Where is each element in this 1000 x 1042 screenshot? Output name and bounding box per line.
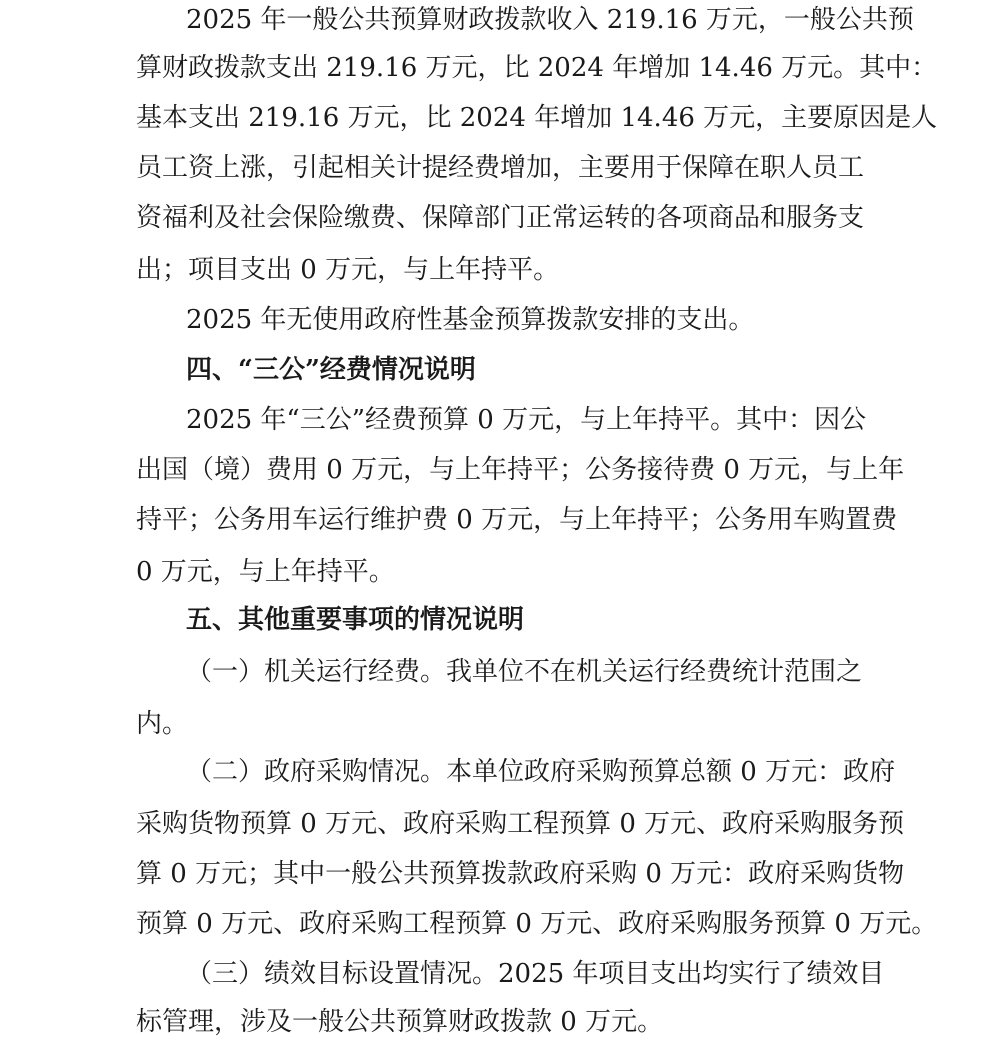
paragraph-line: 0 万元，与上年持平。: [136, 557, 395, 587]
paragraph-line: 2025 年“三公”经费预算 0 万元，与上年持平。其中：因公: [186, 405, 867, 435]
paragraph-line: （三）绩效目标设置情况。2025 年项目支出均实行了绩效目: [186, 959, 885, 989]
paragraph-line: 资福利及社会保险缴费、保障部门正常运转的各项商品和服务支: [136, 203, 865, 233]
paragraph-line: 2025 年一般公共预算财政拨款收入 219.16 万元，一般公共预: [186, 5, 914, 35]
paragraph-line: 采购货物预算 0 万元、政府采购工程预算 0 万元、政府采购服务预: [136, 809, 905, 839]
paragraph-line: 算 0 万元；其中一般公共预算拨款政府采购 0 万元：政府采购货物: [136, 859, 905, 889]
paragraph-line: 员工资上涨，引起相关计提经费增加，主要用于保障在职人员工: [136, 153, 865, 183]
paragraph-line: 2025 年无使用政府性基金预算拨款安排的支出。: [186, 305, 755, 335]
paragraph-line: 基本支出 219.16 万元，比 2024 年增加 14.46 万元，主要原因是人: [136, 103, 938, 133]
section-heading: 五、其他重要事项的情况说明: [186, 605, 525, 635]
paragraph-line: 标管理，涉及一般公共预算财政拨款 0 万元。: [136, 1007, 664, 1037]
paragraph-line: （一）机关运行经费。我单位不在机关运行经费统计范围之: [186, 657, 863, 687]
paragraph-line: 内。: [136, 709, 189, 739]
paragraph-line: 出国（境）费用 0 万元，与上年持平；公务接待费 0 万元，与上年: [136, 455, 905, 485]
paragraph-line: 持平；公务用车运行维护费 0 万元，与上年持平；公务用车购置费: [136, 505, 898, 535]
paragraph-line: 出；项目支出 0 万元，与上年持平。: [136, 255, 560, 285]
paragraph-line: 预算 0 万元、政府采购工程预算 0 万元、政府采购服务预算 0 万元。: [136, 909, 938, 939]
paragraph-line: （二）政府采购情况。本单位政府采购预算总额 0 万元：政府: [186, 757, 896, 787]
paragraph-line: 算财政拨款支出 219.16 万元，比 2024 年增加 14.46 万元。其中：: [136, 53, 938, 83]
section-heading: 四、“三公”经费情况说明: [186, 355, 476, 385]
